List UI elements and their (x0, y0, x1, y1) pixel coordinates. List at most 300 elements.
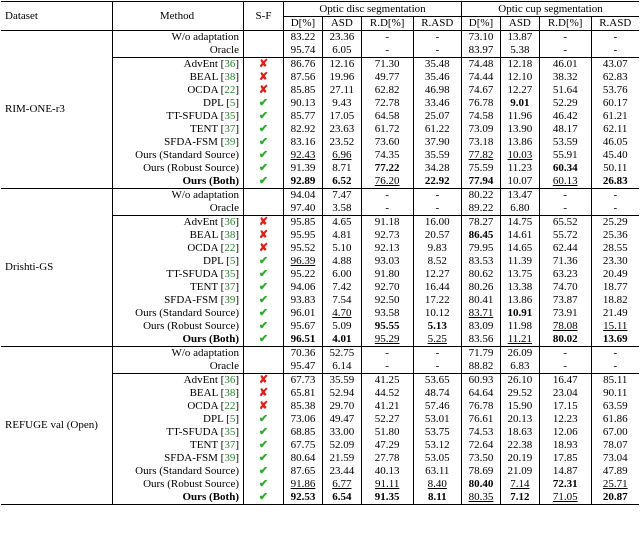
metric-cell (361, 58, 413, 72)
citation-link[interactable]: 22 (224, 84, 236, 96)
sf-cell (244, 162, 284, 175)
method-name: Oracle (209, 44, 239, 56)
method-name: TENT (190, 123, 218, 135)
method-cell: OCDA [22] (113, 242, 244, 255)
metric-cell (462, 136, 501, 149)
metric-cell (539, 189, 591, 203)
col-group-disc: Optic disc segmentation (284, 2, 462, 17)
metric-value: - (613, 44, 618, 56)
metric-value: 97.40 (290, 202, 316, 214)
metric-cell (539, 426, 591, 439)
metric-cell (539, 110, 591, 123)
metric-cell (322, 149, 361, 162)
metric-value: 46.42 (552, 110, 578, 122)
metric-cell (284, 439, 323, 452)
metric-cell (539, 413, 591, 426)
sf-cell (244, 229, 284, 242)
metric-value: 73.04 (602, 452, 628, 464)
metric-cell (462, 360, 501, 374)
sf-cell (244, 387, 284, 400)
metric-cell (539, 162, 591, 175)
metric-cell (591, 320, 639, 333)
metric-cell (361, 387, 413, 400)
check-icon: ✔ (258, 413, 269, 425)
metric-cell (322, 97, 361, 110)
metric-value: 62.11 (603, 123, 628, 135)
metric-cell (539, 31, 591, 45)
metric-cell (462, 413, 501, 426)
metric-value: 35.48 (424, 58, 450, 70)
metric-cell (413, 202, 462, 216)
metric-value: 4.81 (332, 229, 352, 241)
metric-value: 27.11 (329, 84, 355, 96)
metric-cell (284, 97, 323, 110)
metric-cell (322, 123, 361, 136)
metric-cell (539, 216, 591, 230)
citation-link[interactable]: 22 (224, 242, 236, 254)
metric-value: 11.98 (507, 320, 533, 332)
metric-cell (284, 268, 323, 281)
citation-link[interactable]: 38 (224, 229, 236, 241)
metric-cell (462, 320, 501, 333)
metric-value: 82.92 (290, 123, 316, 135)
metric-cell (462, 255, 501, 268)
metric-cell (539, 242, 591, 255)
metric-cell (591, 281, 639, 294)
col-cup-rasd: R.ASD (591, 17, 639, 31)
metric-value: - (385, 189, 389, 201)
metric-value: 26.10 (507, 374, 533, 386)
metric-cell (462, 491, 501, 505)
metric-cell (413, 439, 462, 452)
method-cell (113, 202, 244, 216)
metric-cell (591, 439, 639, 452)
sf-cell (244, 242, 284, 255)
metric-value: 94.04 (290, 189, 316, 201)
metric-value: 93.83 (290, 294, 316, 306)
metric-cell (462, 347, 501, 361)
metric-cell (539, 374, 591, 388)
citation-link[interactable]: 5 (229, 413, 236, 425)
metric-cell (462, 400, 501, 413)
col-cup-rd: R.D[%] (539, 17, 591, 31)
metric-value: 77.94 (468, 175, 494, 187)
metric-cell (539, 229, 591, 242)
method-cell: TENT [37] (113, 123, 244, 136)
metric-value: 6.80 (510, 202, 530, 214)
check-icon: ✔ (258, 268, 269, 280)
metric-cell (284, 307, 323, 320)
metric-cell (361, 31, 413, 45)
method-name: W/o adaptation (171, 31, 239, 43)
metric-cell (322, 400, 361, 413)
metric-value: 8.52 (427, 255, 447, 267)
metric-cell (284, 281, 323, 294)
metric-value: 71.36 (552, 255, 578, 267)
metric-value: 88.82 (468, 360, 494, 372)
metric-cell (361, 229, 413, 242)
metric-cell (539, 360, 591, 374)
metric-value: 12.18 (507, 58, 533, 70)
col-cup-asd: ASD (500, 17, 539, 31)
metric-value: 13.47 (507, 189, 533, 201)
metric-cell (284, 426, 323, 439)
metric-value: 74.70 (552, 281, 578, 293)
metric-cell (591, 307, 639, 320)
citation-link[interactable]: 35 (224, 110, 236, 122)
check-icon: ✔ (258, 333, 269, 345)
metric-value: 25.36 (602, 229, 628, 241)
sf-cell (244, 281, 284, 294)
col-method: Method (113, 2, 244, 31)
metric-value: 85.11 (603, 374, 628, 386)
metric-cell (284, 162, 323, 175)
metric-cell (539, 387, 591, 400)
metric-value: - (435, 347, 440, 359)
metric-cell (500, 136, 539, 149)
citation-link[interactable]: 22 (224, 400, 236, 412)
metric-value: 78.07 (602, 439, 628, 451)
metric-value: 53.75 (424, 426, 450, 438)
metric-cell (322, 136, 361, 149)
method-cell: TT-SFUDA [35] (113, 426, 244, 439)
metric-value: - (563, 189, 568, 201)
metric-value: 6.83 (510, 360, 530, 372)
metric-value: 92.73 (374, 229, 400, 241)
metric-value: 16.47 (552, 374, 578, 386)
metric-cell (500, 268, 539, 281)
metric-cell (500, 216, 539, 230)
metric-cell (322, 478, 361, 491)
sf-cell (244, 97, 284, 110)
metric-cell (413, 281, 462, 294)
metric-value: 13.75 (507, 268, 533, 280)
method-name: SFDA-FSM (164, 452, 218, 464)
metric-value: 77.22 (374, 162, 400, 174)
metric-value: 13.86 (507, 136, 533, 148)
metric-cell (284, 110, 323, 123)
metric-value: 46.98 (424, 84, 450, 96)
metric-value: 57.46 (424, 400, 450, 412)
metric-cell (462, 333, 501, 347)
metric-cell (500, 360, 539, 374)
metric-value: 53.65 (424, 374, 450, 386)
metric-cell (361, 281, 413, 294)
metric-value: 9.01 (510, 97, 530, 109)
check-icon: ✔ (258, 465, 269, 477)
method-name: Ours (Robust Source) (143, 162, 239, 174)
metric-cell (322, 281, 361, 294)
metric-value: 35.46 (424, 71, 450, 83)
metric-cell (591, 268, 639, 281)
metric-value: 15.90 (507, 400, 533, 412)
metric-value: 8.71 (332, 162, 352, 174)
metric-value: 91.86 (290, 478, 316, 490)
metric-value: 14.61 (507, 229, 533, 241)
metric-value: 5.13 (427, 320, 447, 332)
metric-value: 93.03 (374, 255, 400, 267)
method-name: Oracle (209, 360, 239, 372)
metric-cell (322, 242, 361, 255)
citation-link[interactable]: 5 (229, 97, 236, 109)
sf-cell (244, 400, 284, 413)
method-name: Ours (Standard Source) (135, 307, 239, 319)
method-cell: OCDA [22] (113, 84, 244, 97)
citation-link[interactable]: 36 (224, 216, 236, 228)
metric-cell (500, 294, 539, 307)
metric-cell (322, 452, 361, 465)
method-name: Ours (Both) (182, 175, 239, 187)
metric-value: 61.22 (424, 123, 450, 135)
metric-value: 74.53 (468, 426, 494, 438)
metric-value: 91.80 (374, 268, 400, 280)
method-name: DPL (203, 97, 224, 109)
sf-cell (244, 491, 284, 505)
metric-cell (284, 44, 323, 58)
citation-link[interactable]: 36 (224, 374, 236, 386)
citation-link[interactable]: 37 (224, 281, 236, 293)
metric-cell (322, 162, 361, 175)
metric-value: 7.12 (510, 491, 530, 503)
metric-cell (284, 123, 323, 136)
metric-value: - (435, 44, 440, 56)
metric-value: 80.40 (468, 478, 494, 490)
metric-cell (413, 149, 462, 162)
metric-value: 62.82 (374, 84, 400, 96)
sf-cell (244, 189, 284, 203)
metric-value: 52.75 (329, 347, 355, 359)
metric-cell (591, 426, 639, 439)
method-name: TENT (190, 281, 218, 293)
metric-value: 41.25 (374, 374, 400, 386)
citation-link[interactable]: 39 (224, 136, 236, 148)
metric-value: 80.02 (552, 333, 578, 345)
metric-value: 49.77 (374, 71, 400, 83)
metric-value: - (385, 360, 389, 372)
metric-cell (539, 347, 591, 361)
sf-cell (244, 465, 284, 478)
citation-link[interactable]: 38 (224, 387, 236, 399)
citation-link[interactable]: 38 (224, 71, 236, 83)
method-cell (113, 149, 244, 162)
metric-cell (413, 413, 462, 426)
metric-cell (462, 71, 501, 84)
metric-value: 78.08 (552, 320, 578, 332)
metric-value: 74.67 (468, 84, 494, 96)
sf-cell (244, 426, 284, 439)
metric-value: 92.43 (290, 149, 316, 161)
metric-value: 50.11 (603, 162, 628, 174)
table-row (1, 189, 639, 203)
metric-cell (284, 452, 323, 465)
metric-value: 17.22 (424, 294, 450, 306)
metric-cell (591, 175, 639, 189)
method-cell (113, 44, 244, 58)
metric-cell (361, 452, 413, 465)
metric-value: 46.05 (602, 136, 628, 148)
citation-link[interactable]: 37 (224, 123, 236, 135)
metric-cell (462, 294, 501, 307)
metric-value: 76.20 (374, 175, 400, 187)
method-name: TT-SFUDA (166, 110, 218, 122)
metric-cell (284, 400, 323, 413)
metric-cell (413, 426, 462, 439)
metric-value: 73.87 (552, 294, 578, 306)
metric-cell (591, 44, 639, 58)
metric-cell (322, 229, 361, 242)
metric-cell (413, 216, 462, 230)
metric-cell (591, 387, 639, 400)
citation-link[interactable]: 35 (224, 426, 236, 438)
table-body (1, 31, 639, 505)
metric-value: 74.35 (374, 149, 400, 161)
check-icon: ✔ (258, 439, 269, 451)
metric-cell (500, 84, 539, 97)
metric-value: 13.38 (507, 281, 533, 293)
metric-cell (500, 465, 539, 478)
metric-value: 92.50 (374, 294, 400, 306)
method-cell (113, 307, 244, 320)
metric-cell (462, 268, 501, 281)
metric-cell (500, 123, 539, 136)
citation-link[interactable]: 39 (224, 294, 236, 306)
citation-link[interactable]: 39 (224, 452, 236, 464)
citation-link[interactable]: 37 (224, 439, 236, 451)
metric-value: 76.78 (468, 97, 494, 109)
metric-value: 5.10 (332, 242, 352, 254)
metric-cell (413, 465, 462, 478)
metric-value: 92.13 (374, 242, 400, 254)
method-name: BEAL (189, 229, 218, 241)
metric-cell (462, 307, 501, 320)
metric-cell (462, 452, 501, 465)
metric-value: 12.16 (329, 58, 355, 70)
metric-cell (284, 320, 323, 333)
metric-cell (322, 439, 361, 452)
metric-value: 25.07 (424, 110, 450, 122)
metric-value: 62.44 (552, 242, 578, 254)
metric-value: 53.12 (424, 439, 450, 451)
metric-value: 73.18 (468, 136, 494, 148)
sf-cell (244, 31, 284, 45)
metric-cell (322, 491, 361, 505)
metric-cell (539, 294, 591, 307)
metric-cell (361, 123, 413, 136)
metric-value: 18.77 (602, 281, 628, 293)
col-cup-d: D[%] (462, 17, 501, 31)
metric-cell (462, 84, 501, 97)
metric-cell (462, 31, 501, 45)
metric-value: 92.70 (374, 281, 400, 293)
metric-cell (500, 110, 539, 123)
metric-value: 6.96 (332, 149, 352, 161)
metric-cell (284, 478, 323, 491)
metric-value: 7.54 (332, 294, 352, 306)
metric-cell (322, 255, 361, 268)
metric-cell (413, 136, 462, 149)
metric-cell (413, 189, 462, 203)
metric-cell (500, 333, 539, 347)
metric-value: - (563, 202, 568, 214)
metric-value: 16.44 (424, 281, 450, 293)
metric-cell (284, 333, 323, 347)
citation-link[interactable]: 36 (224, 58, 236, 70)
metric-cell (284, 84, 323, 97)
metric-value: 95.67 (290, 320, 316, 332)
method-name: TENT (190, 439, 218, 451)
metric-cell (322, 84, 361, 97)
metric-cell (539, 149, 591, 162)
metric-cell (591, 123, 639, 136)
metric-value: 73.06 (290, 413, 316, 425)
header-row-groups (1, 2, 639, 17)
metric-cell (413, 110, 462, 123)
col-group-cup: Optic cup segmentation (462, 2, 639, 17)
metric-cell (591, 149, 639, 162)
sf-cell (244, 202, 284, 216)
sf-cell (244, 413, 284, 426)
metric-value: - (563, 31, 568, 43)
metric-value: 72.78 (374, 97, 400, 109)
metric-cell (462, 387, 501, 400)
metric-cell (284, 374, 323, 388)
metric-cell (361, 189, 413, 203)
metric-cell (500, 387, 539, 400)
metric-value: 52.27 (374, 413, 400, 425)
method-name: SFDA-FSM (164, 294, 218, 306)
metric-value: 55.72 (552, 229, 578, 241)
metric-value: 75.59 (468, 162, 494, 174)
metric-cell (500, 307, 539, 320)
metric-cell (322, 44, 361, 58)
check-icon: ✔ (258, 452, 269, 464)
metric-value: 79.95 (468, 242, 494, 254)
metric-value: 85.77 (290, 110, 316, 122)
metric-value: 70.36 (290, 347, 316, 359)
metric-value: 91.35 (374, 491, 400, 503)
metric-value: 91.39 (290, 162, 316, 174)
metric-value: 19.96 (329, 71, 355, 83)
metric-cell (284, 413, 323, 426)
metric-value: 20.13 (507, 413, 533, 425)
metric-cell (361, 216, 413, 230)
sf-cell (244, 84, 284, 97)
metric-value: 41.21 (374, 400, 400, 412)
metric-value: 12.27 (507, 84, 533, 96)
metric-cell (413, 360, 462, 374)
citation-link[interactable]: 5 (229, 255, 236, 267)
metric-value: 21.09 (507, 465, 533, 477)
metric-cell (500, 255, 539, 268)
citation-link[interactable]: 35 (224, 268, 236, 280)
metric-cell (361, 149, 413, 162)
metric-value: 80.64 (290, 452, 316, 464)
method-cell: OCDA [22] (113, 400, 244, 413)
metric-value: 53.05 (424, 452, 450, 464)
dataset-name: RIM-ONE-r3 (1, 31, 113, 189)
metric-value: - (385, 202, 389, 214)
metric-cell (361, 84, 413, 97)
method-cell: DPL [5] (113, 413, 244, 426)
metric-value: - (613, 202, 618, 214)
metric-value: - (563, 44, 568, 56)
check-icon: ✔ (258, 491, 269, 503)
metric-cell (539, 71, 591, 84)
method-cell (113, 31, 244, 45)
metric-value: 35.59 (424, 149, 450, 161)
metric-value: 71.05 (552, 491, 578, 503)
metric-value: 60.17 (602, 97, 628, 109)
